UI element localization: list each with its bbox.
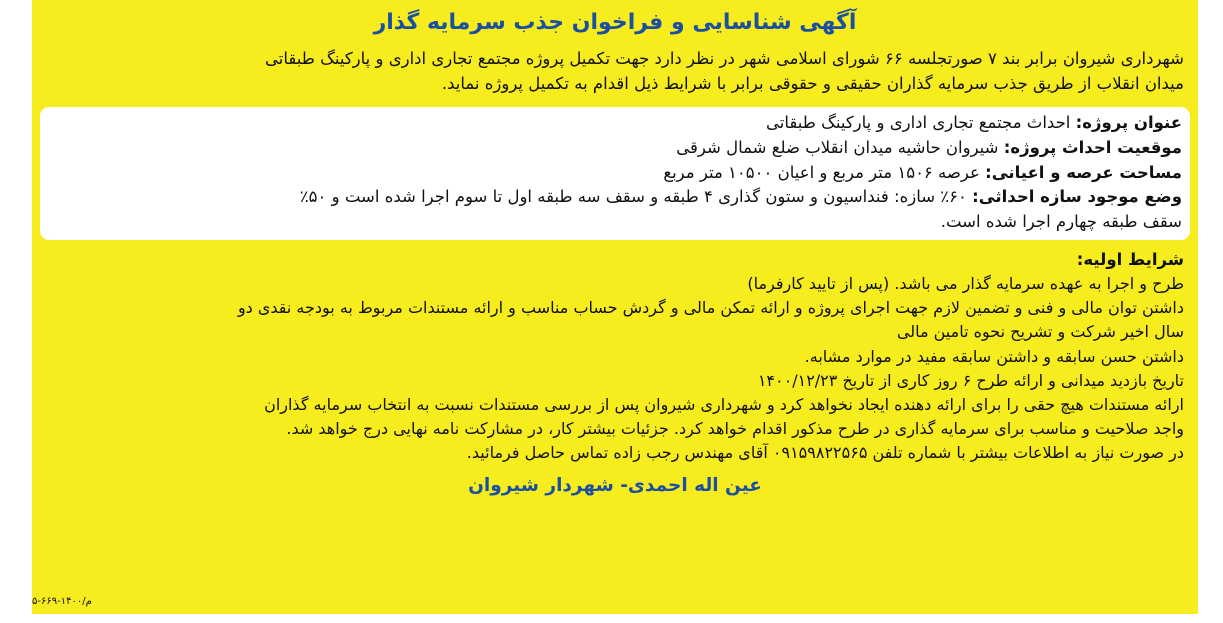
location-value: شیروان حاشیه میدان انقلاب ضلع شمال شرقی xyxy=(676,137,999,157)
condition-line: طرح و اجرا به عهده سرمایه گذار می باشد. (پس از تایید کارفرما) xyxy=(747,273,1184,293)
signature: عین اله احمدی- شهردار شیروان xyxy=(468,474,762,496)
condition-line: ارائه مستندات هیچ حقی را برای ارائه دهنده ایجاد نخواهد کرد و شهرداری شیروان پس از بررسی مستندات نسبت به انتخاب سرمایه گذاران xyxy=(264,395,1184,414)
condition-line: واجد صلاحیت و مناسب برای سرمایه گذاری در طرح مذکور اقدام خواهد کرد. جزئیات بیشتر کار، در مشارکت نامه نهایی درج خواهد شد. xyxy=(286,419,1184,439)
status-label: وضع موجود سازه احداثی: xyxy=(972,187,1182,207)
condition-line: داشتن توان مالی و فنی و تضمین لازم جهت اجرای پروژه و ارائه تمکن مالی و گردش حساب مناسب و ارائه مستندات مربوط به بودجه نقدی دو xyxy=(237,298,1184,318)
area-value: عرصه ۱۵۰۶ متر مربع و اعیان ۱۰۵۰۰ متر مربع xyxy=(663,162,980,182)
status-row-continued: سقف طبقه چهارم اجرا شده است. xyxy=(940,212,1182,232)
notice-title: آگهی شناسایی و فراخوان جذب سرمایه گذار xyxy=(373,10,857,35)
intro-line: میدان انقلاب از طریق جذب سرمایه گذاران حقیقی و حقوقی برابر با شرایط ذیل اقدام به تکمیل پروژه نماید. xyxy=(441,74,1184,93)
condition-line: در صورت نیاز به اطلاعات بیشتر با شماره تلفن ۰۹۱۵۹۸۲۲۵۶۵ آقای مهندس رجب زاده تماس حاصل فرمائید. xyxy=(466,443,1184,463)
status-value: ۶۰٪ سازه: فنداسیون و ستون گذاری ۴ طبقه و سقف سه طبقه اول تا سوم اجرا شده است و ۵۰٪ xyxy=(299,187,967,207)
advertisement-notice xyxy=(32,0,1198,614)
project-title-value: احداث مجتمع تجاری اداری و پارکینگ طبقاتی xyxy=(766,113,1071,132)
condition-line: سال اخیر شرکت و تشریح نحوه تامین مالی xyxy=(896,322,1184,342)
reference-code: م/۱۴۰۰-۶۶۹-۵ xyxy=(32,596,92,607)
intro-paragraph xyxy=(46,46,1184,96)
conditions-heading: شرایط اولیه: xyxy=(1076,249,1184,269)
location-label: موقعیت احداث پروژه: xyxy=(1003,137,1182,157)
area-row xyxy=(48,161,1182,186)
area-label: مساحت عرصه و اعیانی: xyxy=(985,162,1182,182)
status-row xyxy=(48,185,1182,210)
project-info-panel xyxy=(40,107,1190,240)
conditions-list xyxy=(46,272,1184,466)
project-title-row xyxy=(48,111,1182,136)
condition-line: داشتن حسن سابقه و داشتن سابقه مفید در موارد مشابه. xyxy=(804,346,1184,366)
condition-line: تاریخ بازدید میدانی و ارائه طرح ۶ روز کاری از تاریخ ۱۴۰۰/۱۲/۲۳ xyxy=(757,370,1184,390)
project-title-label: عنوان پروژه: xyxy=(1075,113,1182,132)
intro-line: شهرداری شیروان برابر بند ۷ صورتجلسه ۶۶ شورای اسلامی شهر در نظر دارد جهت تکمیل پروژه مجتمع تجاری اداری و پارکینگ طبقاتی xyxy=(265,49,1184,68)
location-row xyxy=(48,136,1182,161)
